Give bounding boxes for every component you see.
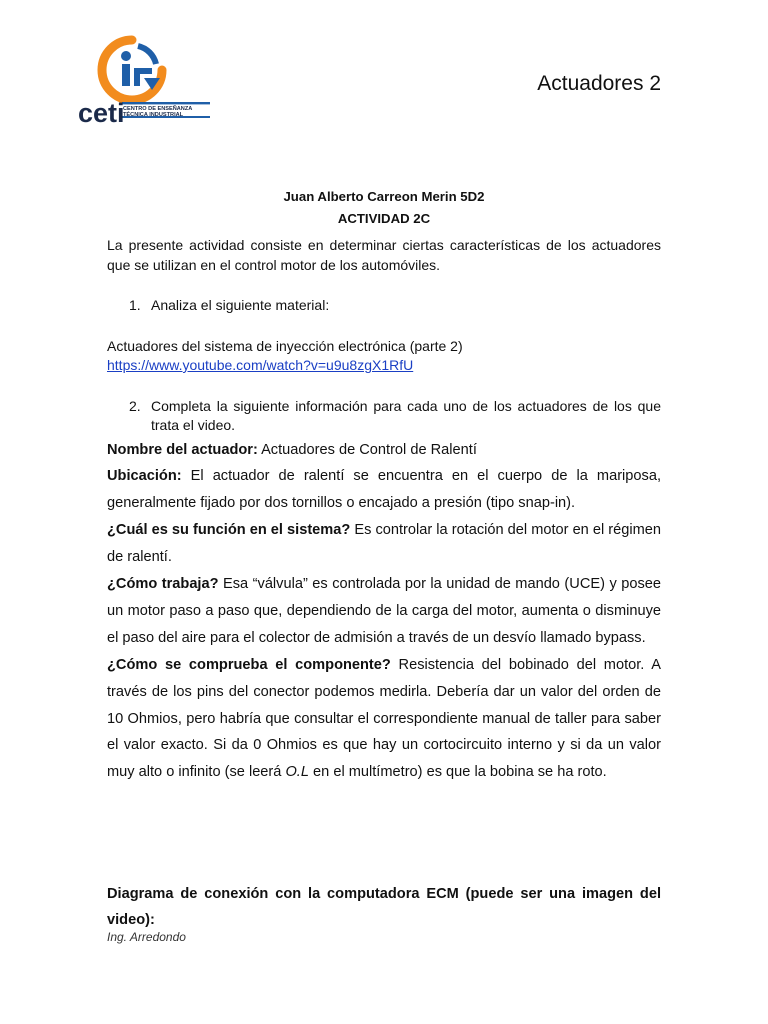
material-block bbox=[107, 337, 661, 376]
field-value: El actuador de ralentí se encuentra en el cuerpo de la mariposa, generalmente fijado por dos tornillos o encajado a presión (tipo snap-in). bbox=[107, 468, 661, 512]
diagram-section-title: Diagrama de conexión con la computadora ECM (puede ser una imagen del video): bbox=[107, 886, 661, 928]
footer-author: Ing. Arredondo bbox=[107, 930, 186, 944]
logo-wordmark: ceti bbox=[78, 98, 125, 126]
intro-paragraph: La presente actividad consiste en determinar ciertas características de los actuadores que se utilizan en el control motor de los automóviles. bbox=[107, 237, 661, 273]
ceti-logo bbox=[78, 34, 210, 126]
field-value: Actuadores de Control de Ralentí bbox=[257, 441, 477, 458]
actuator-operation-field bbox=[107, 571, 661, 652]
material-title: Actuadores del sistema de inyección electrónica (parte 2) bbox=[107, 337, 463, 354]
material-video-link[interactable]: https://www.youtube.com/watch?v=u9u8zgX1RfU bbox=[107, 357, 414, 373]
author-line: Juan Alberto Carreon Merin 5D2 bbox=[283, 189, 485, 204]
list-item-2 bbox=[107, 397, 661, 436]
field-value: Es controlar la rotación del motor en el régimen de ralentí. bbox=[107, 522, 661, 566]
field-label: Ubicación: bbox=[107, 468, 182, 485]
document-body bbox=[107, 186, 661, 786]
field-label: Nombre del actuador: bbox=[107, 441, 258, 458]
actuator-name-field bbox=[107, 437, 661, 464]
field-value: Esa “válvula” es controlada por la unidad de mando (UCE) y posee un motor paso a paso que, dependiendo de la carga del motor, aumenta o disminuye el paso del aire para el colector de admisión a través de un desvío llamado bypass. bbox=[107, 576, 661, 646]
list-item-1 bbox=[107, 296, 661, 316]
list-item-number: 2. bbox=[129, 397, 141, 414]
field-label: ¿Cómo trabaja? bbox=[107, 576, 219, 593]
field-value: en el multímetro) es que la bobina se ha roto. bbox=[308, 764, 607, 781]
ceti-logo-graphic bbox=[78, 34, 210, 126]
actuator-test-field bbox=[107, 652, 661, 787]
list-item-text: Completa la siguiente información para cada uno de los actuadores de los que trata el video. bbox=[151, 397, 661, 433]
activity-title: ACTIVIDAD 2C bbox=[337, 211, 431, 226]
actuator-location-field bbox=[107, 463, 661, 517]
field-label: ¿Cuál es su función en el sistema? bbox=[107, 522, 351, 539]
list-item-text: Analiza el siguiente material: bbox=[151, 297, 330, 313]
page-header-title: Actuadores 2 bbox=[537, 72, 661, 95]
logo-tagline-line-2: TÉCNICA INDUSTRIAL bbox=[123, 112, 184, 118]
field-label: ¿Cómo se comprueba el componente? bbox=[107, 656, 391, 673]
actuator-function-field bbox=[107, 517, 661, 571]
logo-tagline-line-1: CENTRO DE ENSEÑANZA bbox=[123, 106, 193, 112]
field-value-italic: O.L bbox=[285, 764, 309, 781]
field-value: Resistencia del bobinado del motor. A través de los pins del conector podemos medirla. Debería dar un valor del orden de 10 Ohmios, pero habría que consultar el correspondiente manual de taller para saber el valor exacto. Si da 0 Ohmios es que hay un cortocircuito interno y si da un valor muy alto o infinito (se leerá bbox=[107, 656, 661, 781]
list-item-number: 1. bbox=[129, 297, 141, 313]
